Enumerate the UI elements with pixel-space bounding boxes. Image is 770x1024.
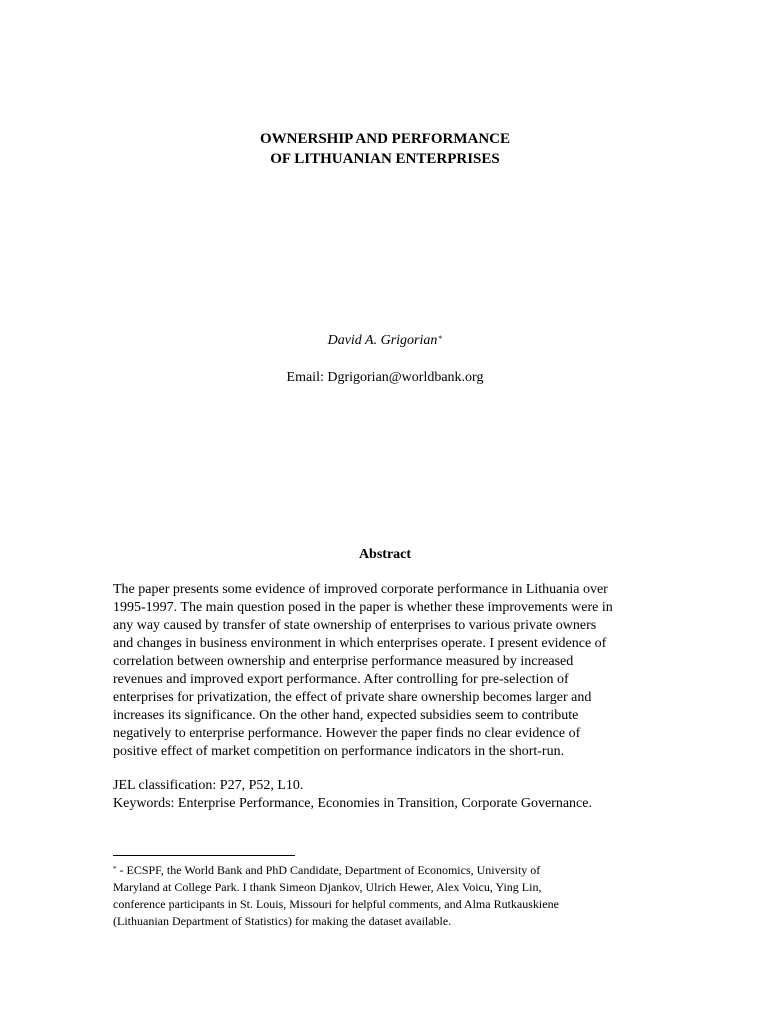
paper-title-line-1: OWNERSHIP AND PERFORMANCE (259, 131, 510, 147)
footnote-divider (113, 855, 295, 856)
abstract-line: any way caused by transfer of state ownership of enterprises to various private owners (113, 618, 597, 633)
abstract-line: 1995-1997. The main question posed in the paper is whether these improvements were in (113, 600, 613, 615)
abstract-line: revenues and improved export performance. After controlling for pre-selection of (113, 672, 569, 687)
abstract-line: enterprises for privatization, the effect of private share ownership becomes larger and (113, 690, 592, 705)
abstract-line: negatively to enterprise performance. However the paper finds no clear evidence of (113, 726, 581, 741)
abstract-heading: Abstract (358, 547, 412, 562)
footnote-line (113, 862, 673, 879)
author-email: Email: Dgrigorian@worldbank.org (286, 370, 484, 385)
jel-classification: JEL classification: P27, P52, L10. (113, 778, 304, 793)
author-footnote-mark: * (438, 334, 443, 343)
abstract-line: The paper presents some evidence of improved corporate performance in Lithuania over (113, 582, 608, 597)
keywords: Keywords: Enterprise Performance, Economies in Transition, Corporate Governance. (113, 796, 592, 811)
paper-title-line-2: OF LITHUANIAN ENTERPRISES (270, 151, 500, 167)
abstract-body (113, 581, 661, 761)
footnote (113, 862, 673, 930)
abstract-line: and changes in business environment in which enterprises operate. I present evidence of (113, 636, 607, 651)
abstract-line: positive effect of market competition on performance indicators in the short-run. (113, 744, 565, 759)
author-name-text: David A. Grigorian (327, 333, 438, 348)
footnote-line: conference participants in St. Louis, Missouri for helpful comments, and Alma Rutkauskiene (113, 897, 559, 911)
footnote-mark: * (113, 865, 117, 873)
footnote-line: Maryland at College Park. I thank Simeon Djankov, Ulrich Hewer, Alex Voicu, Ying Lin, (113, 880, 542, 894)
classification-block (113, 777, 673, 813)
footnote-line: (Lithuanian Department of Statistics) for making the dataset available. (113, 914, 452, 928)
author-name (0, 332, 770, 350)
abstract-line: increases its significance. On the other hand, expected subsidies seem to contribute (113, 708, 579, 723)
footnote-line-text: - ECSPF, the World Bank and PhD Candidate, Department of Economics, University of (116, 863, 541, 877)
abstract-line: correlation between ownership and enterprise performance measured by increased (113, 654, 574, 669)
